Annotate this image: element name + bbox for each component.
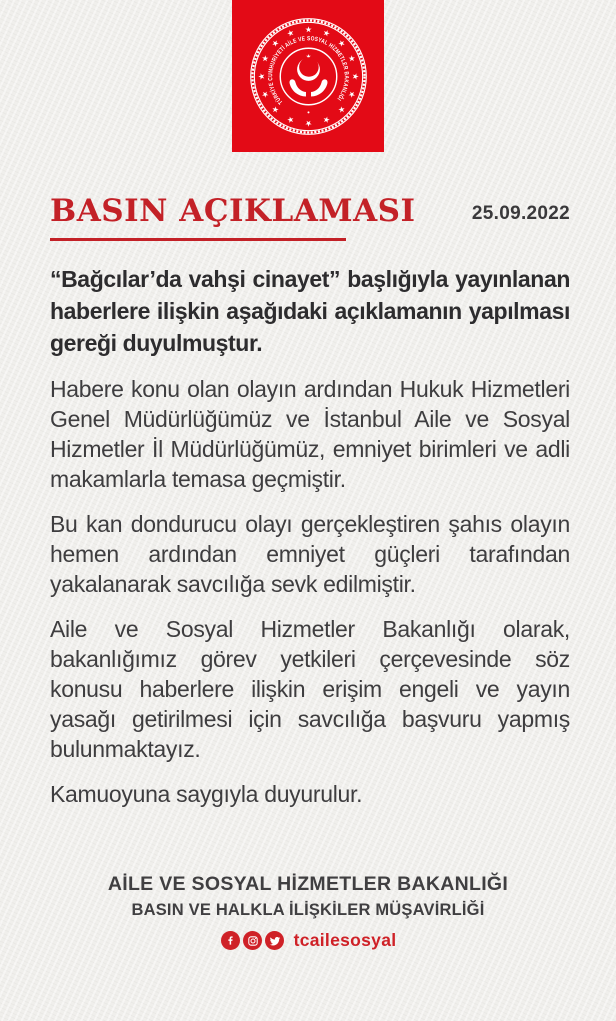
instagram-icon	[243, 931, 262, 950]
intro-paragraph: “Bağcılar’da vahşi cinayet” başlığıyla yayınlanan haberlere ilişkin aşağıdaki açıklamanın yapılması gereği duyulmuştur.	[50, 266, 570, 356]
department-name: BASIN VE HALKLA İLİŞKİLER MÜŞAVİRLİĞİ	[131, 901, 485, 919]
ministry-emblem	[248, 16, 369, 137]
facebook-icon	[221, 931, 240, 950]
emblem-circular-text: TÜRKİYE CUMHURİYETİ AİLE VE SOSYAL HİZMETLER BAKANLIĞI	[267, 35, 349, 105]
page-title: BASIN AÇIKLAMASI	[50, 193, 416, 229]
social-row	[0, 930, 616, 951]
release-date: 25.09.2022	[471, 203, 570, 224]
twitter-icon	[265, 931, 284, 950]
hands-icon	[289, 79, 327, 96]
ministry-logo-banner	[232, 0, 384, 152]
ministry-name: AİLE VE SOSYAL HİZMETLER BAKANLIĞI	[107, 873, 509, 895]
footer	[0, 873, 616, 951]
title-underline	[50, 238, 346, 241]
content-area	[0, 192, 616, 809]
body-paragraph-2: Bu kan dondurucu olayı gerçekleştiren şahıs olayın hemen ardından emniyet güçleri tarafından yakalanarak savcılığa sevk edilmiştir.	[50, 511, 570, 597]
social-handle: tcailesosyal	[293, 930, 397, 950]
header	[50, 192, 570, 230]
closing-line: Kamuoyuna saygıyla duyurulur.	[50, 781, 363, 807]
body-paragraph-1: Habere konu olan olayın ardından Hukuk Hizmetleri Genel Müdürlüğümüz ve İstanbul Aile ve Sosyal Hizmetler İl Müdürlüğümüz, emniyet birimleri ve adli makamlarla temasa geçmiştir.	[50, 376, 570, 492]
crescent-icon	[297, 57, 320, 81]
body-paragraph-3: Aile ve Sosyal Hizmetler Bakanlığı olarak, bakanlığımız görev yetkileri çerçevesinde söz konusu haberlere ilişkin erişim engeli ve yayın yasağı getirilmesi için savcılığa başvuru yapmış bulunmaktayız.	[50, 616, 570, 762]
